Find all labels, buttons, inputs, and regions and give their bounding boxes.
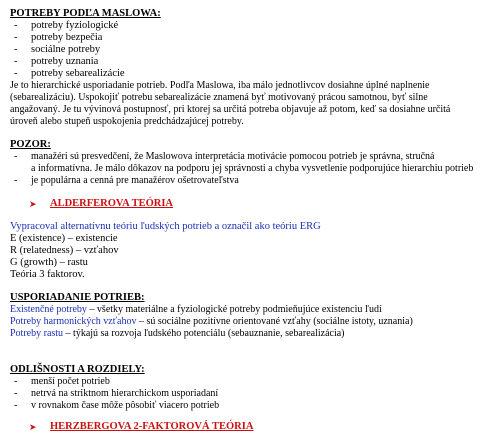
erg-line: G (growth) – rastu: [10, 257, 88, 268]
bullet-dash: -: [14, 175, 18, 186]
need-desc: – sú sociálne pozitívne orientované vzťahy (sociálne istoty, uznania): [136, 316, 413, 327]
need-term: Potreby rastu: [10, 328, 64, 339]
erg-line: E (existence) – existencie: [10, 233, 118, 244]
list-item: menší počet potrieb: [31, 376, 110, 387]
erg-line: Teória 3 faktorov.: [10, 269, 85, 280]
odlisnosti-heading: ODLIŠNOSTI A ROZDIELY:: [10, 364, 145, 375]
need-term: Potreby harmonických vzťahov: [10, 316, 137, 327]
arrow-right-icon: ➤: [29, 199, 37, 209]
pozor-heading: POZOR:: [10, 139, 51, 150]
list-item: a informatívna. Je málo dôkazov na podporu jej správnosti a chyba vysvetlenie podporujúce hierarchiu potrieb: [31, 163, 474, 174]
arrow-right-icon: ➤: [29, 422, 37, 432]
alderfer-intro: Vypracoval alternatívnu teóriu ľudských potrieb a označil ako teóriu ERG: [10, 221, 321, 232]
need-desc: – všetky materiálne a fyziologické potreby podmieňujúce existenciu ľudí: [86, 304, 382, 315]
bullet-dash: -: [14, 32, 18, 43]
list-item: je populárna a cenná pre manažérov ošetrovateľstva: [31, 175, 239, 186]
maslow-heading: POTREBY PODĽA MASLOWA:: [10, 8, 161, 19]
list-item: manažéri sú presvedčení, že Maslowova interpretácia motivácie pomocou potrieb je správna, stručná: [31, 151, 435, 162]
need-row: [10, 328, 345, 340]
list-item: potreby uznania: [31, 56, 99, 67]
bullet-dash: -: [14, 56, 18, 67]
list-item: potreby fyziologické: [31, 20, 119, 31]
usporiadanie-heading: USPORIADANIE POTRIEB:: [10, 292, 145, 303]
bullet-dash: -: [14, 68, 18, 79]
need-desc: – týkajú sa rozvoja ľudského potenciálu (sebauznanie, sebarealizácia): [63, 328, 345, 339]
maslow-paragraph-line: (sebarealizáciu). Uspokojiť potrebu sebarealizácie znamená byť motivovaný prácou samotnou, byť silne: [10, 92, 428, 103]
bullet-dash: -: [14, 151, 18, 162]
erg-line: R (relatedness) – vzťahov: [10, 245, 119, 256]
bullet-dash: -: [14, 388, 18, 399]
list-item: sociálne potreby: [31, 44, 101, 55]
maslow-paragraph-line: angažovaný. Je tu vývinová postupnosť, pri ktorej sa určitá potreba objavuje až potom, keď sa dosiahne určitá: [10, 104, 451, 115]
bullet-dash: -: [14, 44, 18, 55]
bullet-dash: -: [14, 400, 18, 411]
maslow-paragraph-line: úroveň alebo stupeň uspokojenia predchádzajúcej potreby.: [10, 116, 244, 127]
list-item: potreby bezpečia: [31, 32, 103, 43]
list-item: v rovnakom čase môže pôsobiť viacero potrieb: [31, 400, 220, 411]
list-item: netrvá na striktnom hierarchickom usporiadaní: [31, 388, 219, 399]
need-row: [10, 304, 382, 316]
alderfer-title: ALDERFEROVA TEÓRIA: [50, 198, 174, 209]
need-term: Existenčné potreby: [10, 304, 87, 315]
list-item: potreby sebarealizácie: [31, 68, 125, 79]
need-row: [10, 316, 413, 328]
maslow-paragraph-line: Je to hierarchické usporiadanie potrieb. Podľa Maslowa, iba málo jednotlivcov dosiahne úplné naplnenie: [10, 80, 430, 91]
herzberg-title: HERZBERGOVA 2-FAKTOROVÁ TEÓRIA: [50, 421, 254, 432]
bullet-dash: -: [14, 20, 18, 31]
bullet-dash: -: [14, 376, 18, 387]
